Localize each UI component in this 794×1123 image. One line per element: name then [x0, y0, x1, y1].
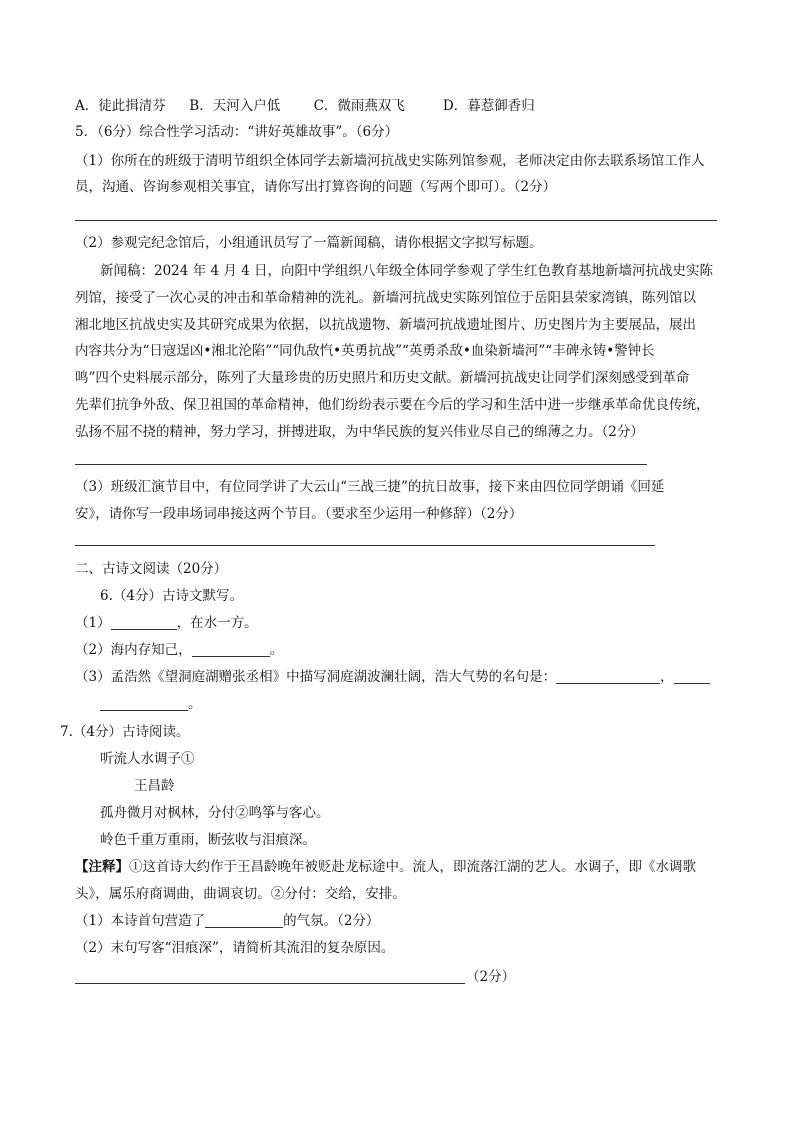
option-c: C．微雨燕双飞 — [313, 98, 405, 114]
option-b: B．天河入户低 — [189, 98, 281, 114]
answer-line-5-3[interactable] — [75, 545, 655, 546]
q6-1-prefix: （1） — [75, 615, 111, 631]
option-d: D．暮惹御香归 — [442, 98, 535, 114]
section-2-title: 二、古诗文阅读（20分） — [75, 561, 228, 577]
q6-1-blank[interactable] — [111, 615, 177, 630]
poem-author: 王昌龄 — [134, 778, 175, 794]
q6-3-blank-1[interactable] — [556, 669, 660, 684]
question-6-3-continued — [100, 695, 202, 713]
answer-line-5-1[interactable] — [75, 220, 717, 221]
question-7-2: （2）末句写客“泪痕深”，请简析其流泪的复杂原因。 — [75, 940, 395, 956]
q7-1-suffix: 的气氛。（2分） — [283, 913, 380, 929]
question-6-header: 6.（4分）古诗文默写。 — [100, 588, 243, 604]
q6-3-blank-2[interactable] — [674, 669, 710, 684]
news-line: 新闻稿：2024 年 4 月 4 日，向阳中学组织八年级全体同学参观了学生红色教育基地新墙河抗战史实陈 — [100, 263, 713, 279]
question-7-1 — [75, 912, 379, 930]
q6-3-comma: ， — [660, 669, 674, 685]
question-4-options — [75, 97, 535, 115]
answer-line-7-2[interactable] — [75, 983, 465, 984]
question-5-part3-line2: 安》，请你写一段串场词串接这两个节目。（要求至少运用一种修辞）（2分） — [75, 506, 523, 522]
question-5-header: 5．（6分）综合性学习活动：“讲好英雄故事”。（6分） — [75, 124, 399, 140]
q7-1-blank[interactable] — [205, 913, 283, 928]
poem-note-line-2: 头》，属乐府商调曲，曲调哀切。②分付：交给，安排。 — [75, 886, 406, 902]
q6-2-suffix: 。 — [269, 642, 284, 658]
q7-1-prefix: （1）本诗首句营造了 — [75, 913, 206, 929]
question-6-2 — [75, 641, 283, 659]
answer-line-5-2[interactable] — [75, 464, 647, 465]
q6-2-prefix: （2）海内存知己， — [75, 642, 192, 658]
question-5-part1-line2: 员，沟通、咨询参观相关事宜，请你写出打算咨询的问题（写两个即可）。（2分） — [75, 179, 557, 195]
news-line: 湘北地区抗战史实及其研究成果为依据，以抗战遗物、新墙河抗战遗址图片、历史图片为主要展品，展出 — [75, 317, 696, 333]
note-label: 【注释】 — [75, 859, 129, 875]
news-line: 列馆，接受了一次心灵的冲击和革命精神的洗礼。新墙河抗战史实陈列馆位于岳阳县荣家湾镇，陈列馆以 — [75, 290, 696, 306]
news-line: 鸣”四个史料展示部分，陈列了大量珍贵的历史照片和历史文献。新墙河抗战史让同学们深刻感受到革命 — [75, 370, 690, 386]
poem-line-1: 孤舟微月对枫林，分付②鸣筝与客心。 — [100, 805, 330, 821]
question-6-3 — [75, 668, 710, 686]
q6-1-suffix: ，在水一方。 — [176, 615, 258, 631]
question-5-part1-line1: （1）你所在的班级于清明节组织全体同学去新墙河抗战史实陈列馆参观，老师决定由你去联系场馆工作人 — [75, 153, 705, 169]
question-6-1 — [75, 614, 258, 632]
news-line: 内容共分为“日寇逞凶•湘北沦陷”“同仇敌忾•英勇抗战”“英勇杀敌•血染新墙河”“丰碑永铸•警钟长 — [75, 343, 655, 359]
question-7-2-score: （2分） — [466, 969, 516, 985]
note-text: ①这首诗大约作于王昌龄晚年被贬赴龙标途中。流人，即流落江湖的艺人。水调子，即《水调歌 — [129, 859, 696, 875]
news-line: 先辈们抗争外敌、保卫祖国的革命精神，他们纷纷表示要在今后的学习和生活中进一步继承革命优良传统， — [75, 397, 710, 413]
poem-line-2: 岭色千重万重雨，断弦收与泪痕深。 — [100, 832, 316, 848]
question-7-header: 7.（4分）古诗阅读。 — [60, 724, 190, 740]
q6-3-blank-2-continued[interactable] — [100, 696, 188, 711]
question-5-part2-intro: （2）参观完纪念馆后，小组通讯员写了一篇新闻稿，请你根据文字拟写标题。 — [75, 235, 543, 251]
news-line: 弘扬不屈不挠的精神，努力学习，拼搏进取，为中华民族的复兴伟业尽自己的绵薄之力。（2分） — [75, 424, 644, 440]
q6-3-end: 。 — [188, 696, 202, 712]
poem-title: 听流人水调子① — [100, 751, 195, 767]
q6-2-blank[interactable] — [192, 642, 270, 657]
poem-note-line-1 — [75, 858, 696, 876]
question-5-part3-line1: （3）班级汇演节目中，有位同学讲了大云山“三战三捷”的抗日故事，接下来由四位同学朗诵《回延 — [75, 479, 665, 495]
q6-3-prefix: （3）孟浩然《望洞庭湖赠张丞相》中描写洞庭湖波澜壮阔，浩大气势的名句是： — [75, 669, 557, 685]
option-a: A．徒此揖清芬 — [75, 98, 166, 114]
